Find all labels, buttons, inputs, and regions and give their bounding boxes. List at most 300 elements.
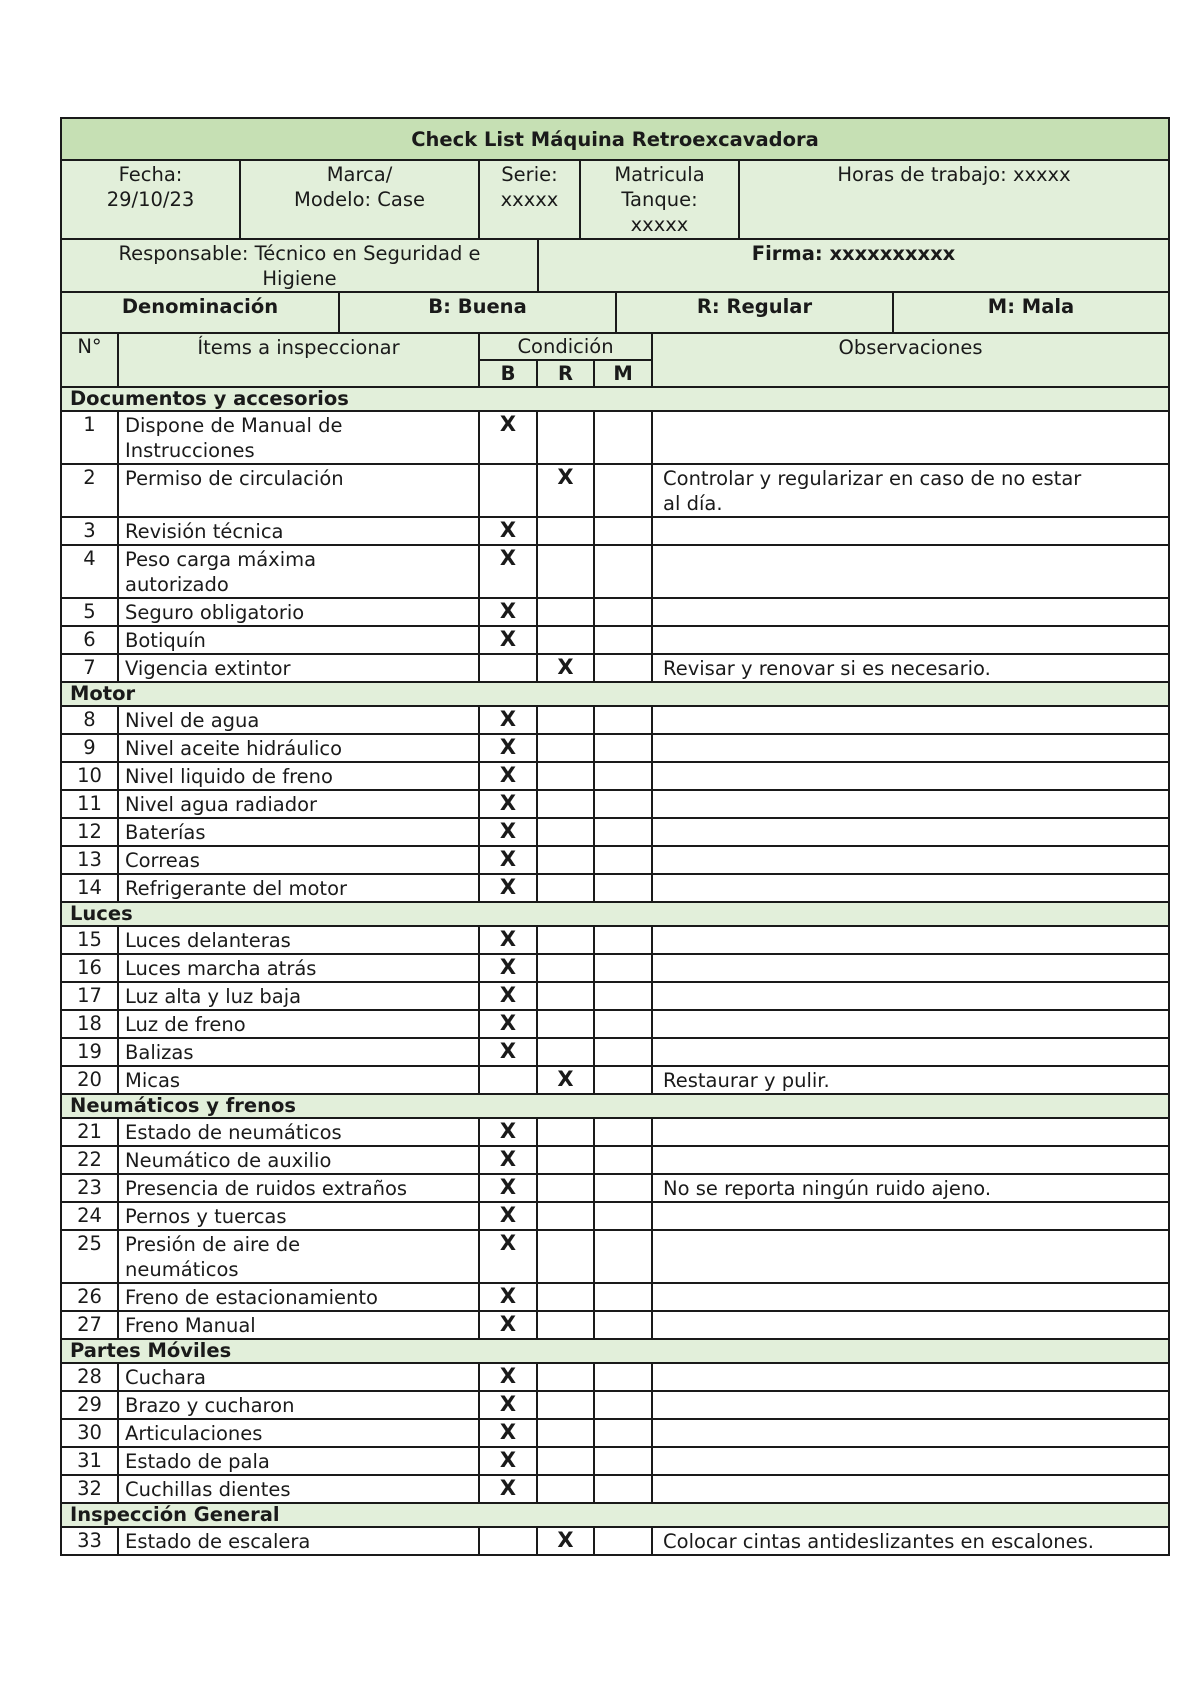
item-number: 27 bbox=[61, 1311, 118, 1339]
item-label bbox=[118, 1311, 479, 1339]
condition-r-mark bbox=[537, 1202, 594, 1230]
tanque-value: xxxxx bbox=[630, 213, 689, 236]
observation-cell bbox=[652, 411, 1169, 464]
condition-r-mark bbox=[537, 818, 594, 846]
condition-m-mark bbox=[594, 1283, 652, 1311]
section-title: Luces bbox=[61, 902, 1169, 926]
condition-m-mark bbox=[594, 1527, 652, 1555]
inspection-table bbox=[60, 332, 1170, 1556]
condition-r-mark bbox=[537, 626, 594, 654]
responsable-line-2: Higiene bbox=[262, 267, 337, 290]
legend-table bbox=[60, 291, 1170, 334]
condition-m-mark bbox=[594, 818, 652, 846]
item-number: 13 bbox=[61, 846, 118, 874]
section-title: Documentos y accesorios bbox=[61, 387, 1169, 411]
column-header-num: N° bbox=[61, 333, 118, 387]
item-label-line: Luces delanteras bbox=[125, 929, 291, 952]
item-label-line: Permiso de circulación bbox=[125, 467, 344, 490]
column-header-condicion: Condición bbox=[479, 333, 652, 360]
item-label bbox=[118, 545, 479, 598]
observation-cell bbox=[652, 818, 1169, 846]
item-label bbox=[118, 1363, 479, 1391]
observation-cell bbox=[652, 545, 1169, 598]
condition-r-mark bbox=[537, 706, 594, 734]
table-row bbox=[61, 790, 1169, 818]
table-row bbox=[61, 1038, 1169, 1066]
observation-cell bbox=[652, 1527, 1169, 1555]
condition-r-mark bbox=[537, 734, 594, 762]
table-row bbox=[61, 1363, 1169, 1391]
item-label bbox=[118, 1174, 479, 1202]
condition-r-mark bbox=[537, 1391, 594, 1419]
condition-b-mark: X bbox=[479, 598, 537, 626]
table-row bbox=[61, 1174, 1169, 1202]
item-label-line: Refrigerante del motor bbox=[125, 877, 348, 900]
item-number: 17 bbox=[61, 982, 118, 1010]
observation-line: Colocar cintas antideslizantes en escalones. bbox=[663, 1530, 1094, 1553]
table-row bbox=[61, 1010, 1169, 1038]
item-label bbox=[118, 411, 479, 464]
item-number: 23 bbox=[61, 1174, 118, 1202]
condition-r-mark bbox=[537, 1038, 594, 1066]
condition-m-mark bbox=[594, 1363, 652, 1391]
condition-b-mark: X bbox=[479, 1283, 537, 1311]
table-row bbox=[61, 1391, 1169, 1419]
item-label bbox=[118, 626, 479, 654]
item-label-line: autorizado bbox=[125, 573, 229, 596]
observation-cell bbox=[652, 706, 1169, 734]
observation-cell bbox=[652, 790, 1169, 818]
observation-cell bbox=[652, 762, 1169, 790]
observation-cell bbox=[652, 1146, 1169, 1174]
item-label bbox=[118, 1146, 479, 1174]
item-label-line: Estado de escalera bbox=[125, 1530, 311, 1553]
observation-cell bbox=[652, 1363, 1169, 1391]
table-row bbox=[61, 706, 1169, 734]
condition-m-mark bbox=[594, 706, 652, 734]
legend-regular: R: Regular bbox=[616, 292, 893, 333]
observation-cell bbox=[652, 1118, 1169, 1146]
observation-cell bbox=[652, 598, 1169, 626]
table-row bbox=[61, 545, 1169, 598]
section-title: Motor bbox=[61, 682, 1169, 706]
condition-r-mark bbox=[537, 1419, 594, 1447]
item-number: 29 bbox=[61, 1391, 118, 1419]
table-row bbox=[61, 411, 1169, 464]
observation-cell bbox=[652, 1311, 1169, 1339]
item-label-line: Seguro obligatorio bbox=[125, 601, 305, 624]
fecha-cell bbox=[61, 160, 240, 239]
item-label-line: Revisión técnica bbox=[125, 520, 284, 543]
condition-r-mark bbox=[537, 1118, 594, 1146]
responsable-table bbox=[60, 238, 1170, 293]
item-label-line: Estado de pala bbox=[125, 1450, 270, 1473]
responsable-line-1: Responsable: Técnico en Seguridad e bbox=[118, 242, 481, 265]
condition-m-mark bbox=[594, 545, 652, 598]
item-number: 19 bbox=[61, 1038, 118, 1066]
item-number: 22 bbox=[61, 1146, 118, 1174]
item-label-line: Nivel de agua bbox=[125, 709, 260, 732]
item-label bbox=[118, 762, 479, 790]
legend-mala: M: Mala bbox=[893, 292, 1169, 333]
condition-b-mark: X bbox=[479, 411, 537, 464]
condition-m-mark bbox=[594, 1146, 652, 1174]
condition-b-mark: X bbox=[479, 1230, 537, 1283]
condition-b-mark: X bbox=[479, 545, 537, 598]
item-label-line: Instrucciones bbox=[125, 439, 255, 462]
condition-b-mark: X bbox=[479, 1447, 537, 1475]
observation-cell bbox=[652, 1066, 1169, 1094]
item-label bbox=[118, 1010, 479, 1038]
observation-cell bbox=[652, 1391, 1169, 1419]
item-number: 8 bbox=[61, 706, 118, 734]
condition-b-mark bbox=[479, 1066, 537, 1094]
serie-value: xxxxx bbox=[500, 188, 559, 211]
item-label bbox=[118, 1391, 479, 1419]
condition-b-mark: X bbox=[479, 1419, 537, 1447]
serie-cell bbox=[479, 160, 580, 239]
item-label bbox=[118, 1475, 479, 1503]
condition-m-mark bbox=[594, 654, 652, 682]
section-row bbox=[61, 1339, 1169, 1363]
item-label bbox=[118, 1202, 479, 1230]
item-label-line: Peso carga máxima bbox=[125, 548, 317, 571]
item-label-line: Brazo y cucharon bbox=[125, 1394, 295, 1417]
item-label-line: Luces marcha atrás bbox=[125, 957, 317, 980]
item-label-line: Pernos y tuercas bbox=[125, 1205, 287, 1228]
item-label bbox=[118, 734, 479, 762]
item-label-line: Cuchara bbox=[125, 1366, 206, 1389]
item-number: 4 bbox=[61, 545, 118, 598]
item-label bbox=[118, 926, 479, 954]
condition-b-mark: X bbox=[479, 846, 537, 874]
table-row bbox=[61, 517, 1169, 545]
observation-cell bbox=[652, 1174, 1169, 1202]
condition-b-mark: X bbox=[479, 1475, 537, 1503]
condition-b-mark: X bbox=[479, 1391, 537, 1419]
condition-r-mark bbox=[537, 1174, 594, 1202]
item-label-line: Luz de freno bbox=[125, 1013, 246, 1036]
condition-r-mark bbox=[537, 982, 594, 1010]
condition-r-mark: X bbox=[537, 1527, 594, 1555]
item-label bbox=[118, 818, 479, 846]
column-header-r: R bbox=[537, 360, 594, 387]
condition-r-mark: X bbox=[537, 464, 594, 517]
column-header-observaciones: Observaciones bbox=[652, 333, 1169, 387]
item-label-line: Nivel aceite hidráulico bbox=[125, 737, 343, 760]
condition-r-mark bbox=[537, 1447, 594, 1475]
item-label bbox=[118, 982, 479, 1010]
item-label bbox=[118, 464, 479, 517]
item-label bbox=[118, 1527, 479, 1555]
observation-cell bbox=[652, 1475, 1169, 1503]
matricula-label: Matricula bbox=[614, 163, 705, 186]
item-label bbox=[118, 1447, 479, 1475]
item-label-line: Cuchillas dientes bbox=[125, 1478, 291, 1501]
item-label-line: neumáticos bbox=[125, 1258, 239, 1281]
observation-cell bbox=[652, 1202, 1169, 1230]
item-label bbox=[118, 598, 479, 626]
condition-b-mark: X bbox=[479, 1118, 537, 1146]
item-label-line: Botiquín bbox=[125, 629, 206, 652]
fecha-value: 29/10/23 bbox=[106, 188, 195, 211]
item-number: 10 bbox=[61, 762, 118, 790]
legend-buena: B: Buena bbox=[339, 292, 616, 333]
item-label-line: Nivel liquido de freno bbox=[125, 765, 333, 788]
table-row bbox=[61, 1230, 1169, 1283]
condition-b-mark: X bbox=[479, 517, 537, 545]
header-table bbox=[60, 117, 1170, 240]
condition-b-mark: X bbox=[479, 790, 537, 818]
horas-cell: Horas de trabajo: xxxxx bbox=[739, 160, 1169, 239]
condition-b-mark: X bbox=[479, 874, 537, 902]
marca-cell bbox=[240, 160, 479, 239]
condition-b-mark bbox=[479, 1527, 537, 1555]
item-label bbox=[118, 1038, 479, 1066]
observation-line: al día. bbox=[663, 492, 723, 515]
item-number: 25 bbox=[61, 1230, 118, 1283]
observation-cell bbox=[652, 874, 1169, 902]
item-number: 31 bbox=[61, 1447, 118, 1475]
observation-cell bbox=[652, 1038, 1169, 1066]
section-title: Partes Móviles bbox=[61, 1339, 1169, 1363]
item-number: 3 bbox=[61, 517, 118, 545]
table-row bbox=[61, 762, 1169, 790]
condition-b-mark bbox=[479, 654, 537, 682]
condition-m-mark bbox=[594, 874, 652, 902]
observation-cell bbox=[652, 1283, 1169, 1311]
item-number: 33 bbox=[61, 1527, 118, 1555]
condition-m-mark bbox=[594, 734, 652, 762]
condition-m-mark bbox=[594, 598, 652, 626]
table-row bbox=[61, 874, 1169, 902]
item-label-line: Neumático de auxilio bbox=[125, 1149, 332, 1172]
section-row bbox=[61, 387, 1169, 411]
observation-cell bbox=[652, 734, 1169, 762]
table-row bbox=[61, 598, 1169, 626]
item-number: 28 bbox=[61, 1363, 118, 1391]
condition-b-mark: X bbox=[479, 1311, 537, 1339]
section-row bbox=[61, 1094, 1169, 1118]
observation-line: Controlar y regularizar en caso de no estar bbox=[663, 467, 1082, 490]
condition-r-mark: X bbox=[537, 654, 594, 682]
condition-r-mark bbox=[537, 1010, 594, 1038]
item-number: 21 bbox=[61, 1118, 118, 1146]
legend-denominacion: Denominación bbox=[61, 292, 339, 333]
condition-m-mark bbox=[594, 517, 652, 545]
condition-b-mark: X bbox=[479, 1038, 537, 1066]
item-label bbox=[118, 517, 479, 545]
item-label-line: Vigencia extintor bbox=[125, 657, 291, 680]
column-header-items: Ítems a inspeccionar bbox=[118, 333, 479, 387]
condition-m-mark bbox=[594, 1419, 652, 1447]
condition-b-mark: X bbox=[479, 1146, 537, 1174]
item-number: 12 bbox=[61, 818, 118, 846]
table-row bbox=[61, 734, 1169, 762]
condition-b-mark: X bbox=[479, 1010, 537, 1038]
item-label bbox=[118, 874, 479, 902]
item-label bbox=[118, 1283, 479, 1311]
section-row bbox=[61, 1503, 1169, 1527]
table-row bbox=[61, 1283, 1169, 1311]
condition-m-mark bbox=[594, 846, 652, 874]
condition-r-mark bbox=[537, 1311, 594, 1339]
condition-r-mark bbox=[537, 790, 594, 818]
condition-b-mark bbox=[479, 464, 537, 517]
item-label bbox=[118, 1419, 479, 1447]
firma-cell: Firma: xxxxxxxxxx bbox=[538, 239, 1169, 292]
item-label bbox=[118, 846, 479, 874]
checklist-document bbox=[60, 117, 1168, 1556]
observation-cell bbox=[652, 626, 1169, 654]
item-number: 11 bbox=[61, 790, 118, 818]
condition-m-mark bbox=[594, 1230, 652, 1283]
section-title: Inspección General bbox=[61, 1503, 1169, 1527]
table-row bbox=[61, 926, 1169, 954]
condition-m-mark bbox=[594, 626, 652, 654]
condition-r-mark bbox=[537, 1230, 594, 1283]
condition-m-mark bbox=[594, 1066, 652, 1094]
item-number: 9 bbox=[61, 734, 118, 762]
observation-cell bbox=[652, 1419, 1169, 1447]
item-number: 6 bbox=[61, 626, 118, 654]
item-label-line: Correas bbox=[125, 849, 200, 872]
observation-cell bbox=[652, 654, 1169, 682]
item-number: 2 bbox=[61, 464, 118, 517]
condition-m-mark bbox=[594, 411, 652, 464]
condition-m-mark bbox=[594, 1202, 652, 1230]
section-title: Neumáticos y frenos bbox=[61, 1094, 1169, 1118]
item-label-line: Estado de neumáticos bbox=[125, 1121, 342, 1144]
condition-r-mark bbox=[537, 954, 594, 982]
condition-m-mark bbox=[594, 982, 652, 1010]
table-row bbox=[61, 1419, 1169, 1447]
observation-line: Restaurar y pulir. bbox=[663, 1069, 830, 1092]
item-label bbox=[118, 1230, 479, 1283]
condition-b-mark: X bbox=[479, 1174, 537, 1202]
item-label bbox=[118, 790, 479, 818]
condition-m-mark bbox=[594, 1475, 652, 1503]
condition-b-mark: X bbox=[479, 626, 537, 654]
item-label-line: Presencia de ruidos extraños bbox=[125, 1177, 408, 1200]
condition-r-mark: X bbox=[537, 1066, 594, 1094]
table-row bbox=[61, 1447, 1169, 1475]
table-row bbox=[61, 1146, 1169, 1174]
item-number: 7 bbox=[61, 654, 118, 682]
modelo-value: Modelo: Case bbox=[294, 188, 425, 211]
item-number: 1 bbox=[61, 411, 118, 464]
item-number: 18 bbox=[61, 1010, 118, 1038]
table-row bbox=[61, 1202, 1169, 1230]
condition-r-mark bbox=[537, 762, 594, 790]
item-label-line: Balizas bbox=[125, 1041, 194, 1064]
condition-m-mark bbox=[594, 1174, 652, 1202]
item-label bbox=[118, 706, 479, 734]
table-row bbox=[61, 1066, 1169, 1094]
matricula-cell bbox=[580, 160, 739, 239]
item-number: 26 bbox=[61, 1283, 118, 1311]
observation-cell bbox=[652, 982, 1169, 1010]
condition-r-mark bbox=[537, 545, 594, 598]
table-row bbox=[61, 654, 1169, 682]
column-header-m: M bbox=[594, 360, 652, 387]
table-row bbox=[61, 1118, 1169, 1146]
condition-b-mark: X bbox=[479, 954, 537, 982]
observation-cell bbox=[652, 846, 1169, 874]
observation-cell bbox=[652, 517, 1169, 545]
column-header-b: B bbox=[479, 360, 537, 387]
condition-b-mark: X bbox=[479, 734, 537, 762]
condition-r-mark bbox=[537, 926, 594, 954]
condition-b-mark: X bbox=[479, 926, 537, 954]
condition-m-mark bbox=[594, 762, 652, 790]
condition-m-mark bbox=[594, 464, 652, 517]
responsable-cell bbox=[61, 239, 538, 292]
condition-m-mark bbox=[594, 1118, 652, 1146]
condition-r-mark bbox=[537, 1363, 594, 1391]
condition-r-mark bbox=[537, 411, 594, 464]
observation-cell bbox=[652, 1010, 1169, 1038]
table-row bbox=[61, 1311, 1169, 1339]
condition-b-mark: X bbox=[479, 706, 537, 734]
item-number: 16 bbox=[61, 954, 118, 982]
table-row bbox=[61, 464, 1169, 517]
condition-m-mark bbox=[594, 790, 652, 818]
item-number: 20 bbox=[61, 1066, 118, 1094]
item-label-line: Luz alta y luz baja bbox=[125, 985, 302, 1008]
condition-m-mark bbox=[594, 1038, 652, 1066]
item-number: 30 bbox=[61, 1419, 118, 1447]
item-label-line: Presión de aire de bbox=[125, 1233, 301, 1256]
table-row bbox=[61, 954, 1169, 982]
item-label bbox=[118, 954, 479, 982]
condition-m-mark bbox=[594, 1447, 652, 1475]
item-label-line: Nivel agua radiador bbox=[125, 793, 318, 816]
item-label-line: Micas bbox=[125, 1069, 181, 1092]
observation-cell bbox=[652, 954, 1169, 982]
observation-line: Revisar y renovar si es necesario. bbox=[663, 657, 991, 680]
item-label bbox=[118, 1066, 479, 1094]
table-row bbox=[61, 626, 1169, 654]
condition-b-mark: X bbox=[479, 1202, 537, 1230]
observation-line: No se reporta ningún ruido ajeno. bbox=[663, 1177, 992, 1200]
condition-m-mark bbox=[594, 954, 652, 982]
condition-b-mark: X bbox=[479, 982, 537, 1010]
condition-r-mark bbox=[537, 598, 594, 626]
condition-m-mark bbox=[594, 1010, 652, 1038]
condition-r-mark bbox=[537, 1283, 594, 1311]
condition-b-mark: X bbox=[479, 818, 537, 846]
condition-r-mark bbox=[537, 874, 594, 902]
item-label-line: Freno de estacionamiento bbox=[125, 1286, 378, 1309]
document-title: Check List Máquina Retroexcavadora bbox=[61, 118, 1169, 160]
tanque-label: Tanque: bbox=[621, 188, 698, 211]
condition-b-mark: X bbox=[479, 1363, 537, 1391]
fecha-label: Fecha: bbox=[118, 163, 183, 186]
observation-cell bbox=[652, 1447, 1169, 1475]
item-number: 14 bbox=[61, 874, 118, 902]
item-number: 24 bbox=[61, 1202, 118, 1230]
observation-cell bbox=[652, 464, 1169, 517]
table-row bbox=[61, 846, 1169, 874]
marca-label: Marca/ bbox=[326, 163, 393, 186]
section-row bbox=[61, 682, 1169, 706]
item-label-line: Dispone de Manual de bbox=[125, 414, 343, 437]
table-row bbox=[61, 1475, 1169, 1503]
condition-r-mark bbox=[537, 517, 594, 545]
condition-r-mark bbox=[537, 1475, 594, 1503]
item-number: 32 bbox=[61, 1475, 118, 1503]
